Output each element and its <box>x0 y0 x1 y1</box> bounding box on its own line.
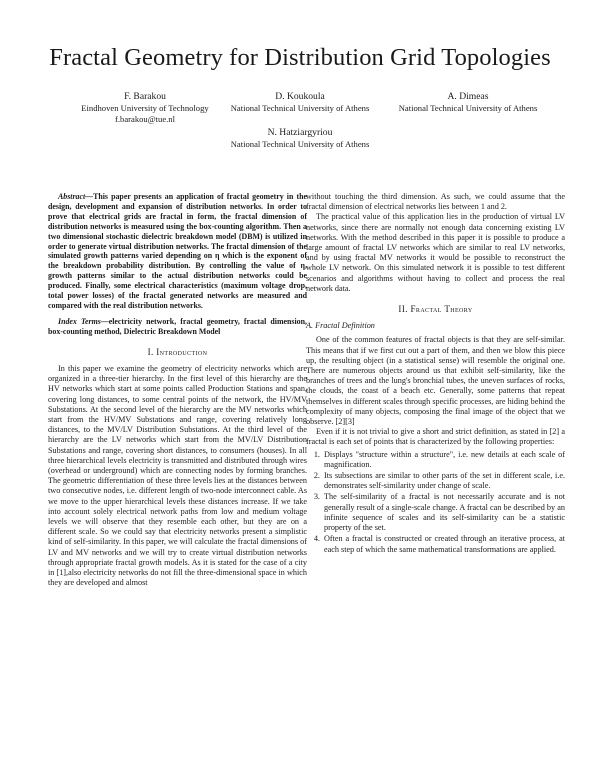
list-item: 1. Displays "structure within a structure", i.e. new details at each scale of magnification. <box>322 450 565 470</box>
author-name: N. Hatziargyriou <box>267 127 333 138</box>
author-block <box>212 92 388 114</box>
abstract-label: Abstract— <box>58 192 94 201</box>
index-terms <box>48 317 307 337</box>
author-block <box>212 128 388 150</box>
introduction-paragraph: In this paper we examine the geometry of electricity networks which are organized in a three-tier hierarchy. In the first level of this hierarchy are the HV networks which start at some points called Production Stations and span, covering long distances, to some central points of the network, the HV/MV Substations. At the second level of the hierarchy are the MV networks which start from the HV/MV Substations and range, covering relatively long distances, to the MV/LV Distribution Substations. At the third level of the hierarchy are the LV networks which start from the MV/LV Distribution Substations and range, covering short distances, to consumers (houses). In all three hierarchical levels electricity is transmitted and distributed through wires (overhead or underground) which are connecting nodes by forming branches. The geometric differentiation of these three levels lies at the distances between two consecutive nodes, i.e. different length of two-node interconnect cable. As we move to the upper hierarchical levels these distances increase. If we take into account solely electrical network paths from low and medium voltage levels we will observe that they resemble each other, but they are on a different scale. So we could say that electricity networks present a simplistic kind of self-similarity. In this paper, we will calculate the fractal dimensions of LV and MV networks and we will try to create virtual distribution networks through appropriate fractal growth models. As it is stated for the case of a city in [1],also electricity networks do not fill the three-dimensional space in which they are developed and almost <box>48 363 307 588</box>
fractal-definition-paragraph-2: Even if it is not trivial to give a short and strict definition, as stated in [2] a fractal is each set of points that is characterized by the following properties: <box>306 427 565 447</box>
abstract-text: This paper presents an application of fractal geometry in the design, development and expansion of distribution networks. In order to prove that electrical grids are fractal in form, the fractal dimension of distribution networks is measured using the box-counting algorithm. Then a two dimensional stochastic dielectric breakdown model (DBM) is utilized in order to generate virtual distribution networks. The fractal dimension of the simulated growth patterns varied depending on η which is the exponent of the breakdown probability distribution. By controlling the value of η, growth patterns similar to the actual distribution networks could be produced. Finally, some electrical characteristics (maximum voltage drop, total power losses) of the fractal generated networks are measured and compared with the real distribution networks. <box>48 192 307 310</box>
author-email: f.barakou@tue.nl <box>115 113 175 124</box>
author-name: F. Barakou <box>124 91 166 102</box>
author-block <box>380 92 556 114</box>
list-item: 3. The self-similarity of a fractal is not necessarily accurate and is not generally result of a single-scale change. A fractal can be described by an infinite sequence of scales and its self-similarity can be a statistic property of the set. <box>322 492 565 533</box>
list-item: 2. Its subsections are similar to other parts of the set in different scale, i.e. demonstrates self-similarity under change of scale. <box>322 471 565 491</box>
left-column <box>48 192 307 588</box>
index-terms-label: Index Terms <box>58 316 101 326</box>
introduction-continuation: without touching the third dimension. As such, we could assume that the fractal dimension of electrical networks lies between 1 and 2. <box>306 192 565 212</box>
author-name: A. Dimeas <box>447 91 489 102</box>
paper-title: Fractal Geometry for Distribution Grid Topologies <box>49 44 551 71</box>
author-affiliation: National Technical University of Athens <box>398 103 538 114</box>
right-column <box>306 192 565 556</box>
section-heading-fractal-theory: II. Fractal Theory <box>398 304 473 315</box>
list-item: 4. Often a fractal is constructed or created through an iterative process, at each step of which the same mathematical transformations are applied. <box>322 534 565 554</box>
section-heading-introduction: I. Introduction <box>147 346 208 357</box>
fractal-properties-list <box>306 450 565 555</box>
index-terms-text: —electricity network, fractal geometry, fractal dimension, box-counting method, Dielectric Breakdown Model <box>48 316 307 336</box>
author-block <box>60 92 230 124</box>
abstract <box>48 192 307 311</box>
author-name: D. Koukoula <box>275 91 325 102</box>
author-affiliation: National Technical University of Athens <box>230 139 370 150</box>
author-affiliation: National Technical University of Athens <box>230 103 370 114</box>
fractal-definition-paragraph-1: One of the common features of fractal objects is that they are self-similar. This means that if we first cut out a part of them, and then we blow this piece up, the resulting object (in a statistical sense) will resemble the original one. There are numerous objects around us that exhibit self-similarity, like the branches of trees and the lung's bronchial tubes, the uneven surfaces of rocks, the clouds, the coast of a beach etc. Generally, some patterns that repeat themselves in different scales through specific processes, are hiding behind the complexity of many objects, composing the final image of the object that we observe. [2][3] <box>306 335 565 427</box>
subsection-heading-fractal-definition: A. Fractal Definition <box>306 321 375 331</box>
author-affiliation: Eindhoven University of Technology <box>81 103 209 114</box>
introduction-paragraph-2: The practical value of this application lies in the production of virtual LV networks, since there are normally not enough data concerning existing LV networks. With the method described in this paper it is possible to produce a large amount of fractal LV networks which are similar to real LV networks, and by using fractal MV networks it would be possible to reconstruct the whole LV network. On this simulated network it is possible to test different scenarios and algorithms without having to collect and process the real network data. <box>306 212 565 293</box>
